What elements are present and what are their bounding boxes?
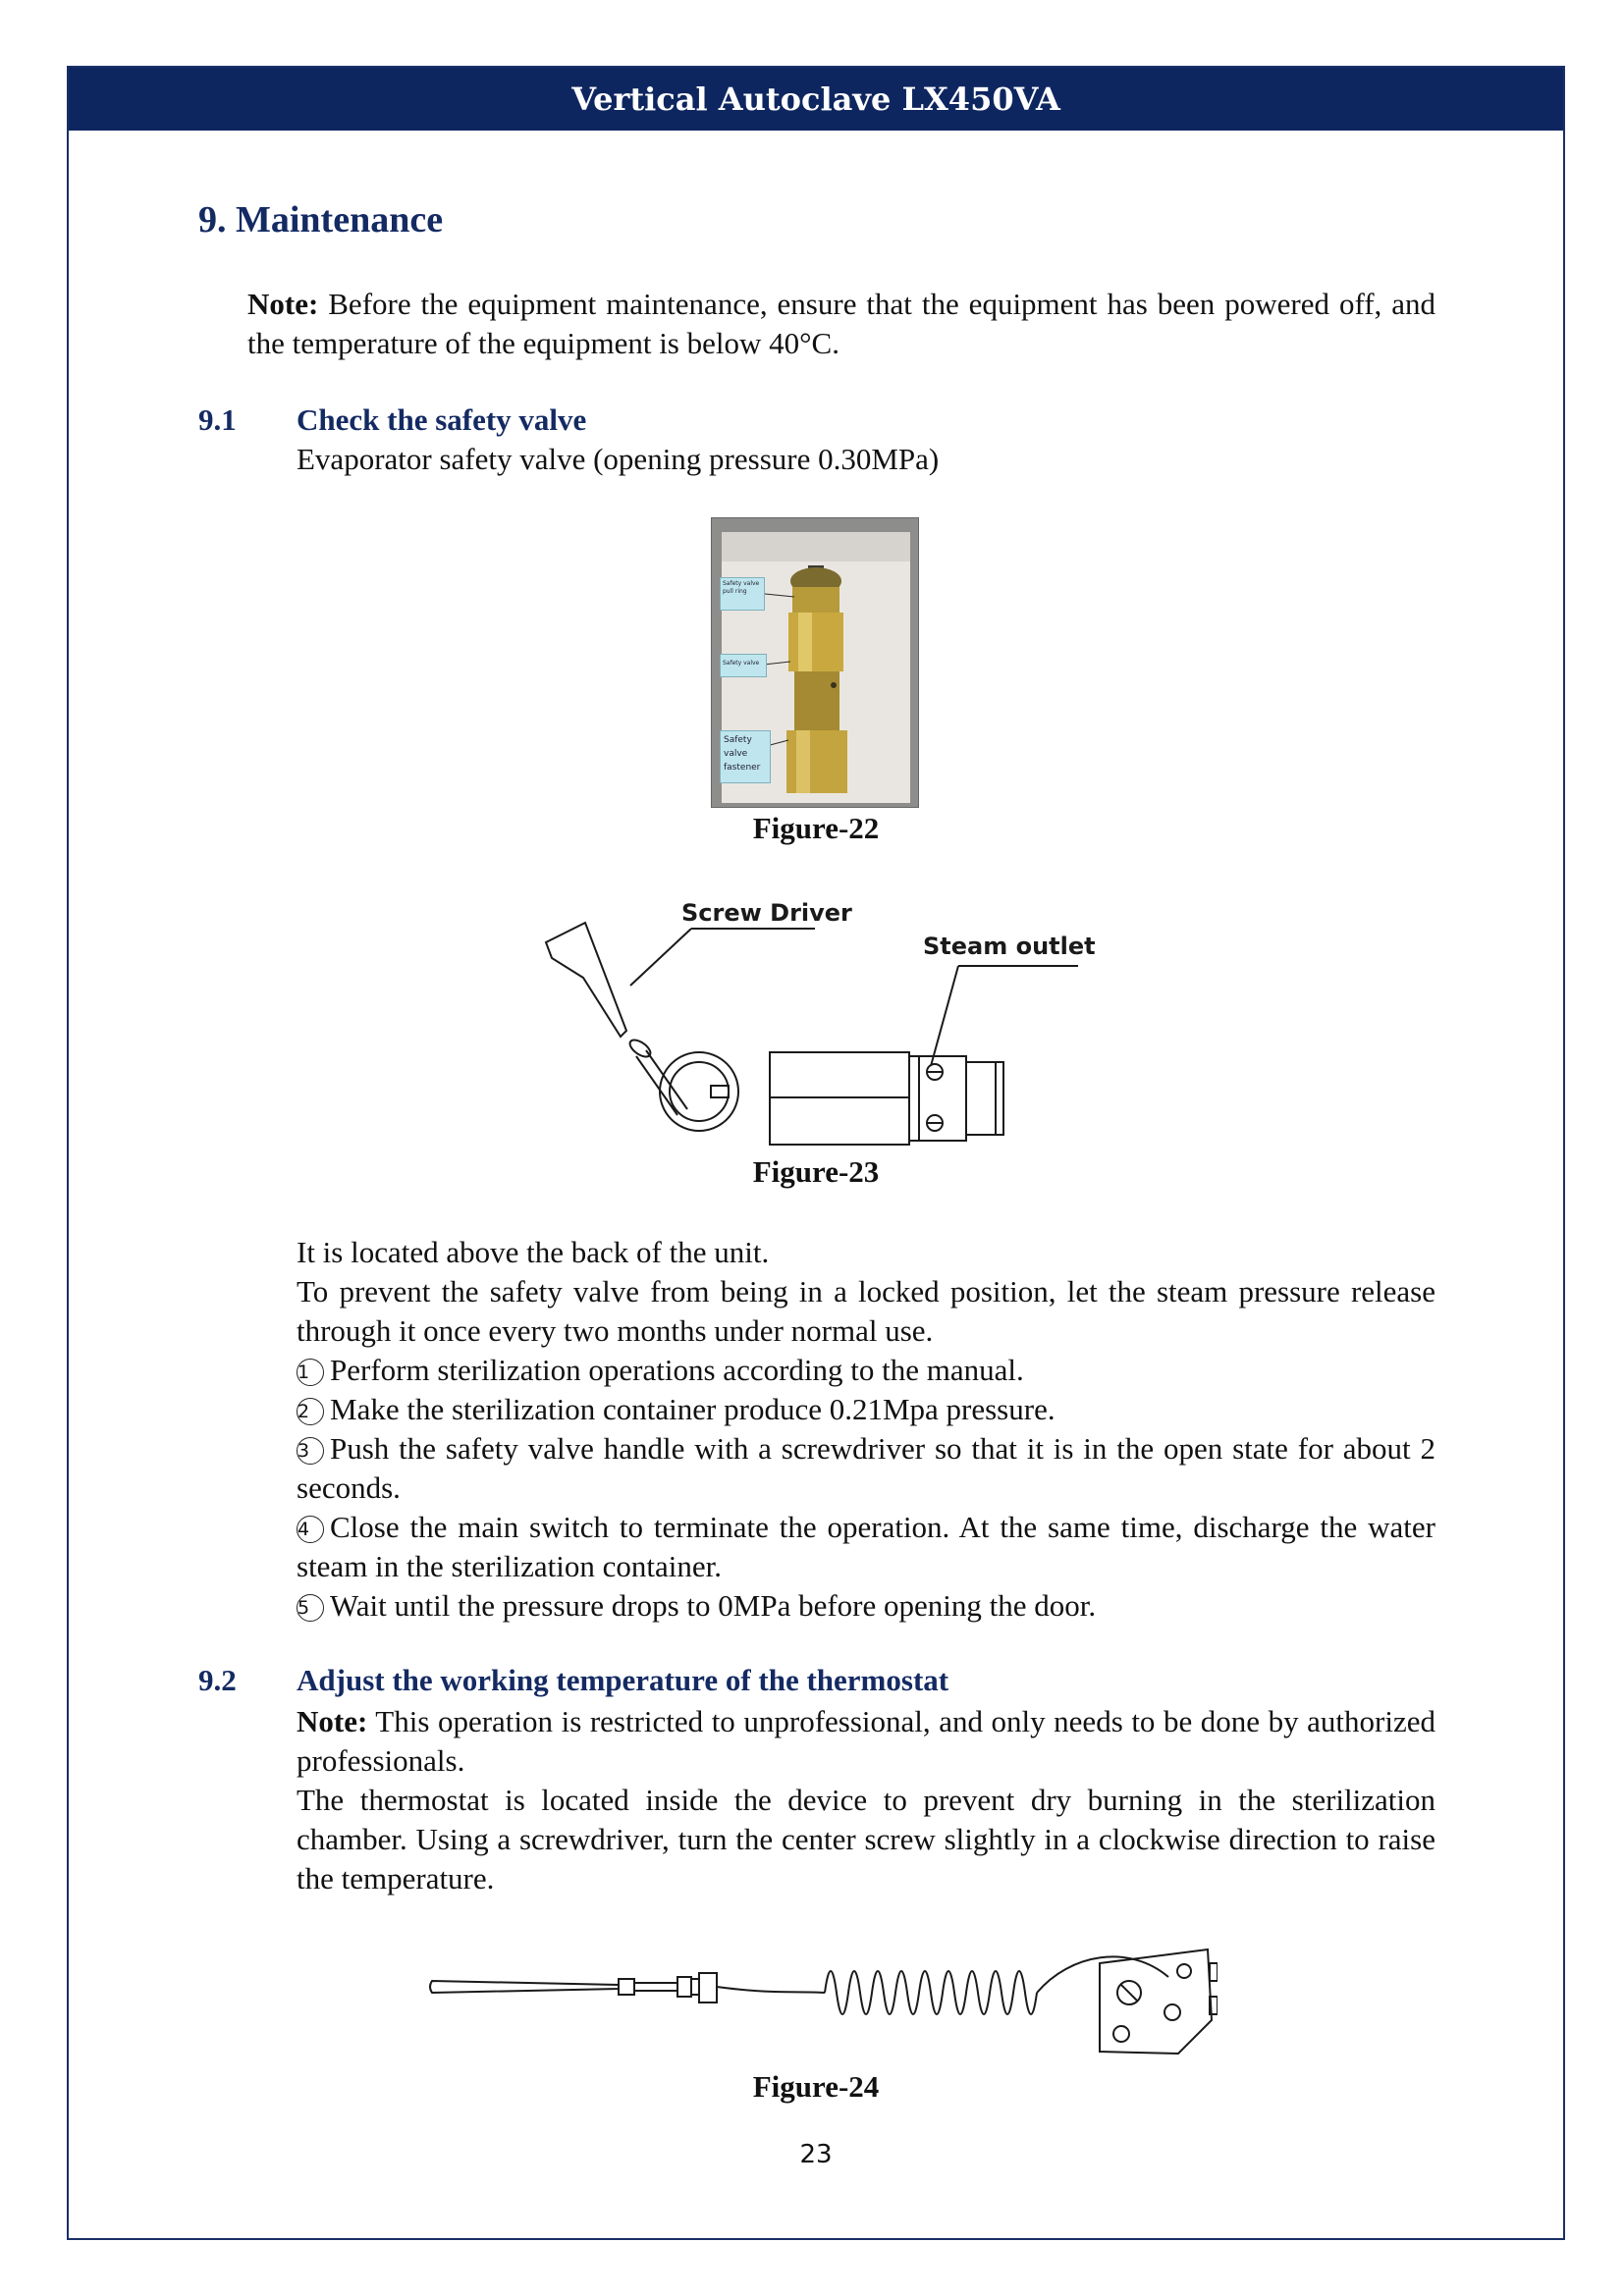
procedure-step	[297, 1429, 1435, 1508]
thermostat-body	[1100, 1949, 1212, 2054]
valve-body-lower	[770, 1097, 909, 1145]
step-text: Wait until the pressure drops to 0MPa before opening the door.	[330, 1588, 1097, 1623]
screwdriver-handle	[546, 923, 626, 1037]
section-title: 9. Maintenance	[198, 199, 444, 240]
capillary-tube	[717, 1987, 825, 1993]
procedure-step	[297, 1586, 1435, 1626]
procedure-step	[297, 1351, 1435, 1390]
step-marker: 5	[297, 1594, 324, 1622]
photo-tag-fastener: Safety valve fastener	[720, 730, 771, 783]
step-text: Make the sterilization container produce 0.21Mpa pressure.	[330, 1392, 1056, 1426]
thermostat-note-text: This operation is restricted to unprofessional, and only needs to be done by authorized professionals.	[297, 1704, 1435, 1778]
step-marker: 1	[297, 1359, 324, 1386]
document-title: Vertical Autoclave LX450VA	[571, 80, 1060, 118]
step-text: Perform sterilization operations according to the manual.	[330, 1353, 1024, 1387]
figure-24-caption: Figure-24	[752, 2069, 880, 2104]
photo-tag-valve: Safety valve	[720, 654, 767, 677]
step-marker: 3	[297, 1437, 324, 1465]
step-text: Push the safety valve handle with a screwdriver so that it is in the open state for about 2 seconds.	[297, 1431, 1435, 1505]
procedure-step	[297, 1390, 1435, 1429]
note-label: Note:	[247, 287, 319, 321]
figure-22-caption: Figure-22	[752, 811, 880, 845]
page-number: 23	[799, 2140, 833, 2169]
procedure-intro-purpose: To prevent the safety valve from being in a locked position, let the steam pressure release through it once every two months under normal use.	[297, 1274, 1435, 1348]
header-bar	[69, 68, 1563, 131]
thermostat-text	[297, 1702, 1435, 1898]
subsection-9-1-title: Check the safety valve	[297, 402, 587, 437]
valve-body-upper	[770, 1052, 909, 1097]
step-text: Close the main switch to terminate the operation. At the same time, discharge the water steam in the sterilization container.	[297, 1510, 1435, 1583]
steam-outlet-leader	[931, 966, 958, 1066]
step-marker: 2	[297, 1398, 324, 1425]
procedure-step	[297, 1508, 1435, 1586]
thermostat-note-label: Note:	[297, 1704, 368, 1738]
step-marker: 4	[297, 1516, 324, 1543]
label-screw-driver: Screw Driver	[681, 899, 852, 927]
subsection-9-2-title: Adjust the working temperature of the thermostat	[297, 1663, 949, 1697]
note-paragraph	[247, 285, 1435, 363]
label-steam-outlet: Steam outlet	[923, 933, 1096, 960]
safety-valve-subtitle: Evaporator safety valve (opening pressure 0.30MPa)	[297, 442, 940, 476]
thermostat-diagram	[422, 1924, 1218, 2071]
figure-23-caption: Figure-23	[752, 1154, 880, 1189]
procedure-intro-location: It is located above the back of the unit.	[297, 1235, 770, 1269]
screwdriver-leader	[630, 929, 691, 986]
safety-valve-ring	[660, 1052, 738, 1131]
thermostat-body: The thermostat is located inside the device to prevent dry burning in the sterilization chamber. Using a screwdriver, turn the center screw slightly in a clockwise direction to raise the temperature.	[297, 1783, 1435, 1896]
safety-valve-diagram	[530, 883, 1100, 1158]
capillary-coil	[825, 1971, 1037, 2014]
thermostat-probe	[430, 1981, 619, 1993]
subsection-9-2-number: 9.2	[198, 1663, 237, 1697]
subsection-9-1-number: 9.1	[198, 402, 237, 437]
thermostat-note	[297, 1702, 1435, 1781]
photo-tag-pull-ring: Safety valve pull ring	[720, 577, 765, 611]
procedure-text	[297, 1233, 1435, 1626]
safety-valve-photo	[711, 517, 919, 808]
note-text: Before the equipment maintenance, ensure that the equipment has been powered off, and the temperature of the equipment is below 40°C.	[247, 287, 1435, 360]
probe-connector	[677, 1977, 691, 1997]
valve-outlet-nut	[966, 1062, 1003, 1135]
